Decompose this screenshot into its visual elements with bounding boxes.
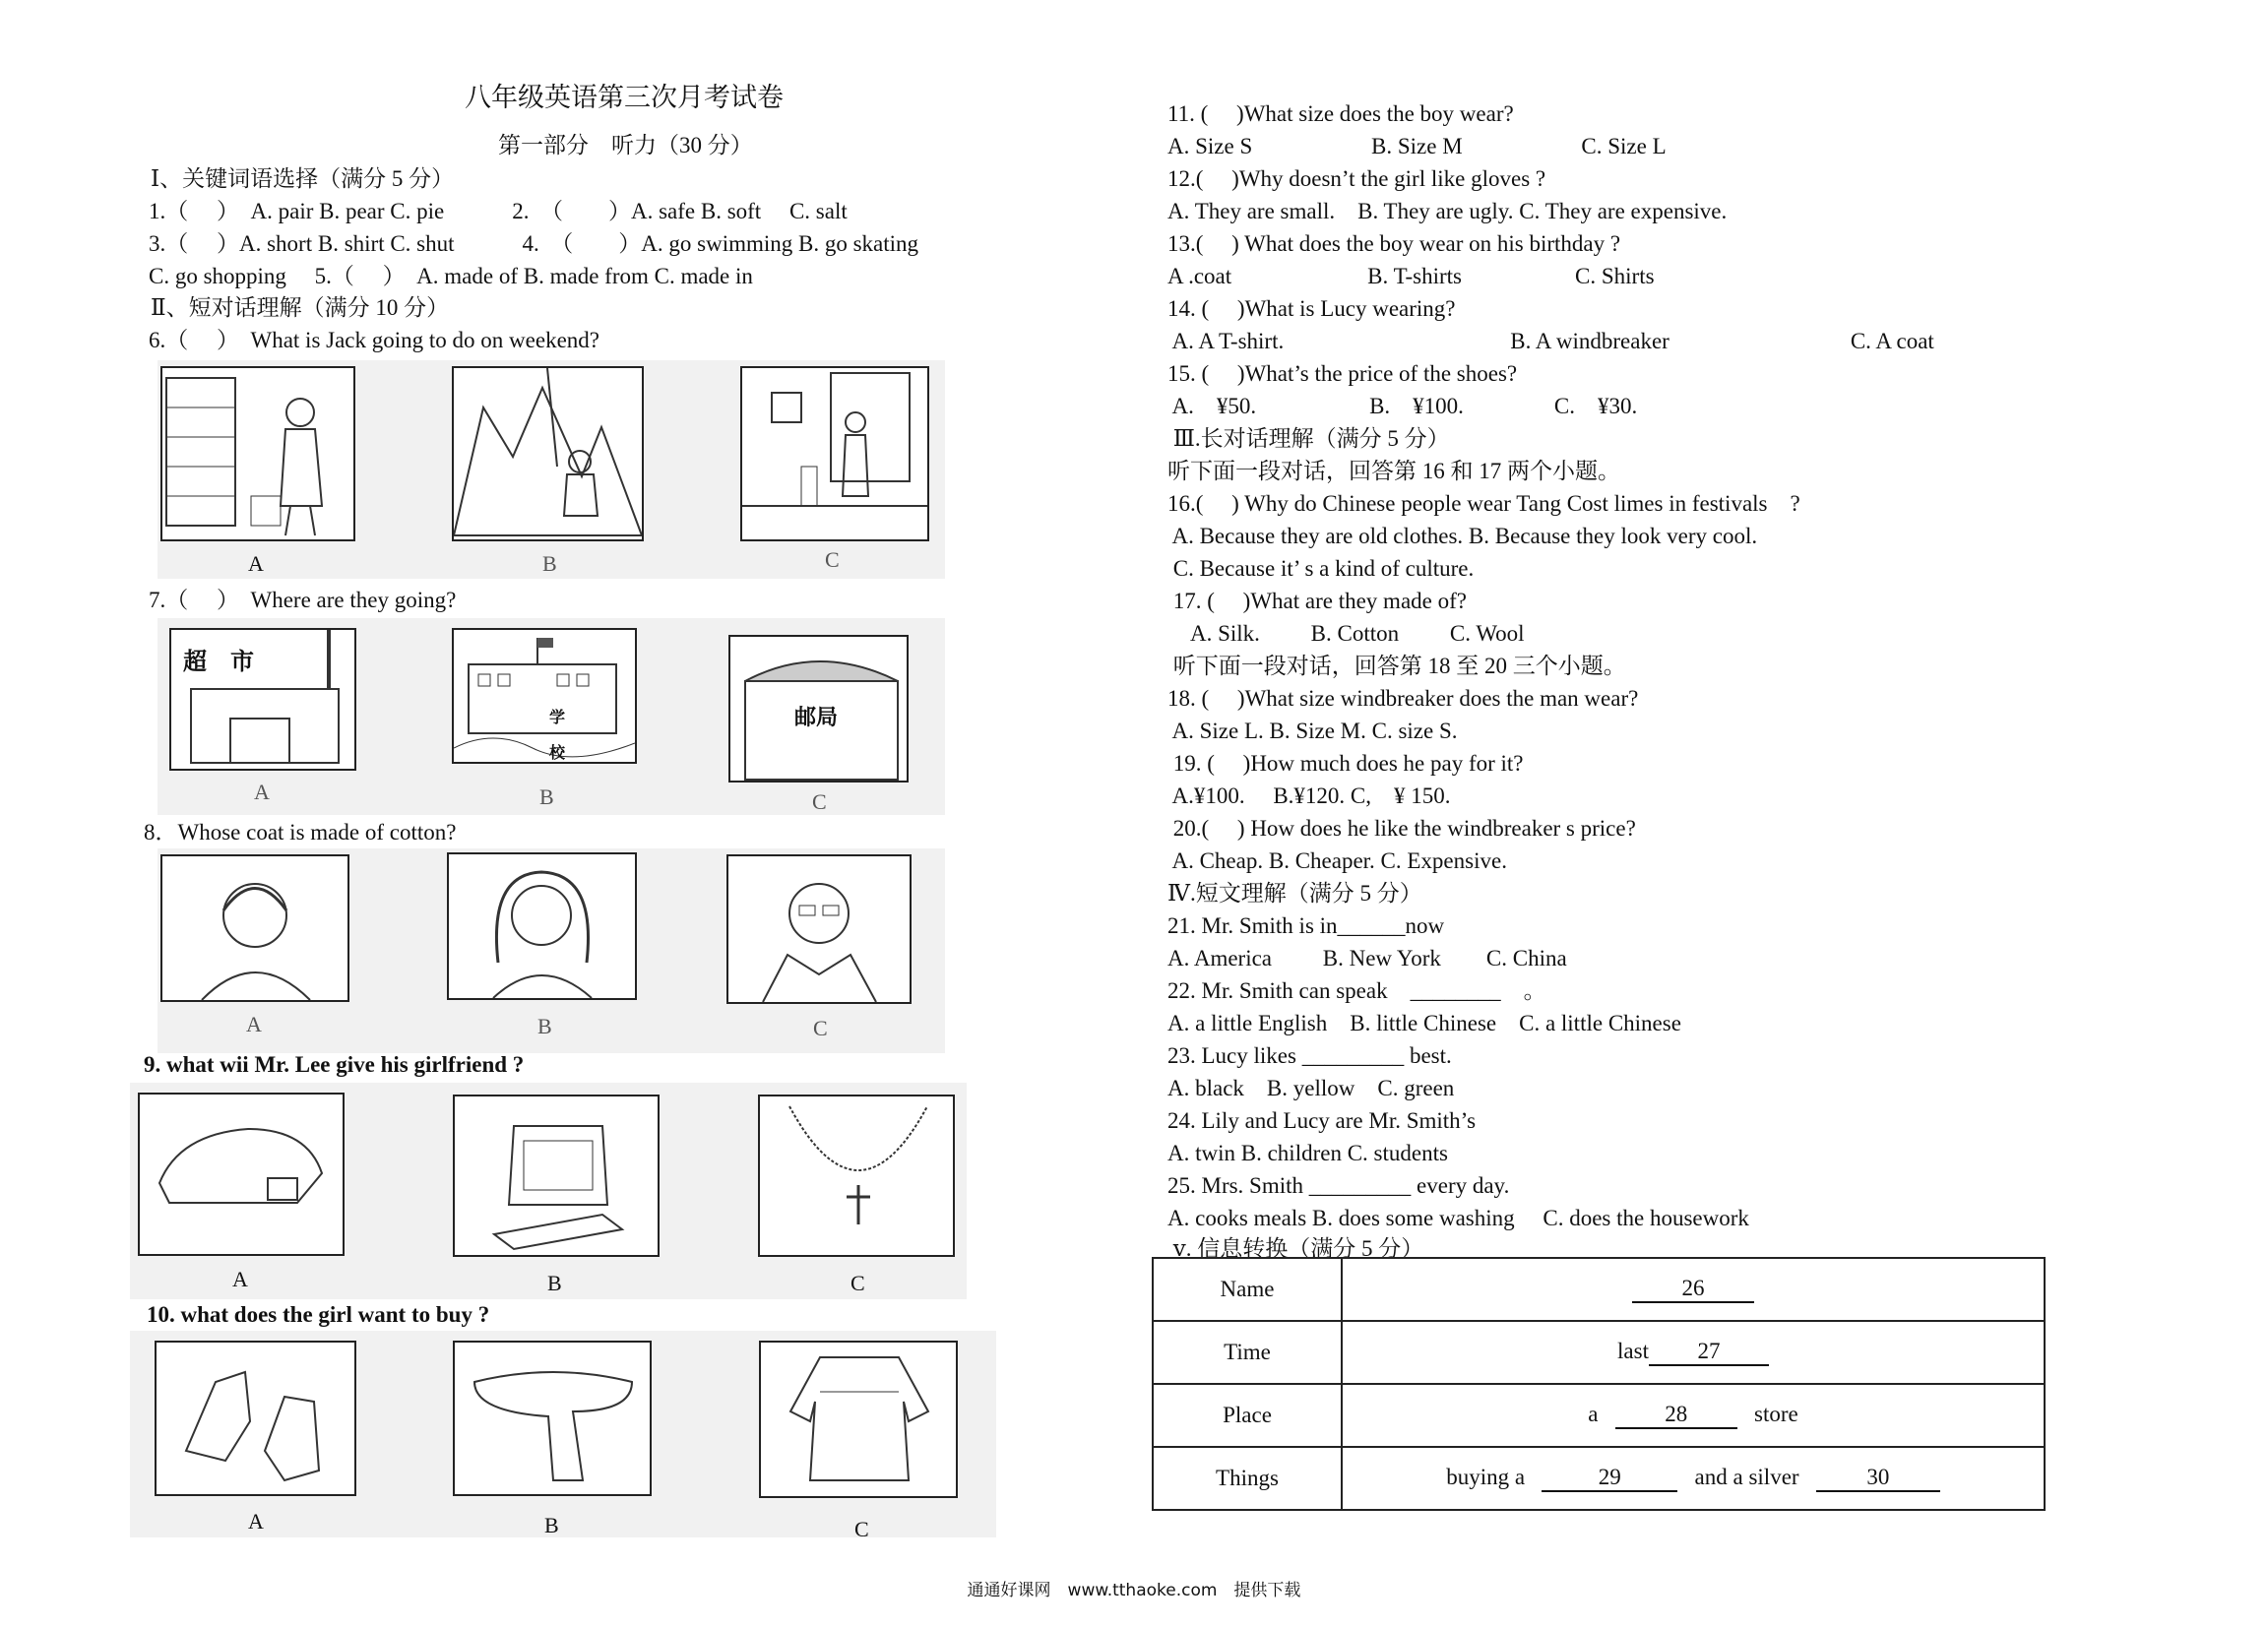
table-row (1153, 1321, 2045, 1384)
info-transfer-table (1152, 1257, 2046, 1511)
q10-label-c: C (854, 1517, 869, 1541)
answer-blank-29[interactable]: 29 (1542, 1465, 1677, 1492)
q8-label-a: A (246, 1012, 262, 1036)
q6-label-b: B (542, 551, 557, 576)
row-prefix: a (1588, 1402, 1599, 1426)
row-middle: and a silver (1694, 1465, 1799, 1489)
q9-label-a: A (232, 1267, 248, 1291)
right-question-line: A. America B. New York C. China (1167, 946, 1567, 971)
row-key: Place (1153, 1384, 1342, 1447)
row-value (1342, 1384, 2045, 1447)
q8-picture-a (160, 854, 349, 1002)
right-question-line: Ⅲ.长对话理解（满分 5 分） (1167, 426, 1450, 451)
right-question-line: ⅴ. 信息转换（满分 5 分） (1167, 1236, 1424, 1261)
table-row (1153, 1258, 2045, 1321)
right-question-line: 21. Mr. Smith is in______now (1167, 913, 1445, 938)
q6-line: 6.（ ） What is Jack going to do on weekend? (149, 328, 599, 352)
school-icon (454, 630, 635, 762)
q9-label-b: B (547, 1271, 562, 1295)
boy-icon (162, 856, 347, 1000)
q10-picture-a (155, 1341, 356, 1496)
right-question-line: 18. ( )What size windbreaker does the man wear? (1167, 686, 1639, 711)
q3-q4-line: 3.（ ）A. short B. shirt C. shut 4. （ ）A. go swimming B. go skating (149, 231, 919, 256)
right-question-line: A. black B. yellow C. green (1167, 1076, 1455, 1100)
right-question-line: A. cooks meals B. does some washing C. does the housework (1167, 1206, 1749, 1230)
girl-icon (449, 854, 635, 998)
q8-picture-b (447, 852, 637, 1000)
right-question-line: A. Silk. B. Cotton C. Wool (1167, 621, 1525, 646)
section-1-heading: Ⅰ、关键词语选择（满分 5 分） (151, 166, 455, 191)
right-question-line: 24. Lily and Lucy are Mr. Smith’s (1167, 1108, 1477, 1133)
right-question-line: 12.( )Why doesn’t the girl like gloves ? (1167, 166, 1546, 191)
right-question-line: A. Size L. B. Size M. C. size S. (1167, 719, 1458, 743)
q6-picture-a (160, 366, 355, 541)
supermarket-label: 超 市 (183, 648, 254, 675)
q6-picture-b (452, 366, 644, 541)
q7-picture-a (169, 628, 356, 771)
right-question-line: 23. Lucy likes _________ best. (1167, 1043, 1452, 1068)
row-prefix: last (1617, 1339, 1649, 1363)
footer-credit: 通通好课网 www.tthaoke.com 提供下载 (967, 1581, 1301, 1600)
answer-blank-28[interactable]: 28 (1615, 1402, 1737, 1429)
q10-label-b: B (544, 1513, 559, 1537)
q6-picture-c (740, 366, 929, 541)
row-value (1342, 1447, 2045, 1510)
right-question-line: 16.( ) Why do Chinese people wear Tang Cost limes in festivals ? (1167, 491, 1800, 516)
dress-icon (761, 1343, 956, 1496)
right-question-line: Ⅳ.短文理解（满分 5 分） (1167, 881, 1422, 906)
q9-line: 9. what wii Mr. Lee give his girlfriend ? (144, 1052, 525, 1077)
right-question-line: 25. Mrs. Smith _________ every day. (1167, 1173, 1510, 1198)
room-cleaning-icon (742, 368, 927, 539)
q7-picture-b (452, 628, 637, 764)
q10-label-a: A (248, 1509, 264, 1534)
part-one-heading: 第一部分 听力（30 分） (498, 133, 753, 157)
q7-label-b: B (539, 784, 554, 809)
cap-hat-icon (140, 1095, 343, 1254)
right-question-line: A .coat B. T-shirts C. Shirts (1167, 264, 1655, 288)
right-question-line: 11. ( )What size does the boy wear? (1167, 101, 1514, 126)
row-key: Time (1153, 1321, 1342, 1384)
row-prefix: buying a (1446, 1465, 1526, 1489)
q9-picture-a (138, 1093, 345, 1256)
q7-label-a: A (254, 780, 270, 804)
q10-picture-b (453, 1341, 652, 1496)
school-label-2: 校 (549, 743, 566, 762)
q4-q5-line: C. go shopping 5.（ ） A. made of B. made from C. made in (149, 264, 753, 288)
right-question-line: 13.( ) What does the boy wear on his birthday ? (1167, 231, 1621, 256)
answer-blank-30[interactable]: 30 (1816, 1465, 1940, 1492)
answer-blank-27[interactable]: 27 (1649, 1339, 1769, 1366)
q8-line: 8．Whose coat is made of cotton? (144, 820, 457, 845)
high-heel-shoes-icon (157, 1343, 354, 1494)
right-question-line: A. They are small. B. They are ugly. C. They are expensive. (1167, 199, 1728, 223)
row-key: Things (1153, 1447, 1342, 1510)
exam-title: 八年级英语第三次月考试卷 (465, 83, 784, 112)
necklace-icon (760, 1096, 953, 1255)
q8-label-c: C (813, 1016, 828, 1040)
row-value (1342, 1321, 2045, 1384)
right-question-line: 20.( ) How does he like the windbreaker s price? (1167, 816, 1636, 841)
row-suffix: store (1754, 1402, 1798, 1426)
answer-blank-26[interactable]: 26 (1632, 1276, 1754, 1303)
right-question-line: 22. Mr. Smith can speak ________ 。 (1167, 978, 1546, 1003)
computer-icon (455, 1096, 658, 1255)
q1-q2-line: 1.（ ） A. pair B. pear C. pie 2. （ ）A. safe B. soft C. salt (149, 199, 848, 223)
right-question-line: C. Because it’ s a kind of culture. (1167, 556, 1475, 581)
row-value (1342, 1258, 2045, 1321)
q7-picture-c (728, 635, 909, 783)
right-question-line: A. Cheap. B. Cheaper. C. Expensive. (1167, 848, 1507, 873)
q9-label-c: C (850, 1271, 865, 1295)
right-question-line: 17. ( )What are they made of? (1167, 589, 1467, 613)
right-question-line: A.¥100. B.¥120. C, ¥ 150. (1167, 783, 1451, 808)
row-key: Name (1153, 1258, 1342, 1321)
q8-label-b: B (537, 1014, 552, 1038)
right-question-line: A. twin B. children C. students (1167, 1141, 1448, 1165)
right-question-line: 听下面一段对话，回答第 16 和 17 两个小题。 (1167, 459, 1620, 483)
q7-line: 7.（ ） Where are they going? (149, 588, 457, 612)
q6-label-a: A (248, 551, 264, 576)
shop-shelves-icon (162, 368, 353, 539)
q10-picture-c (759, 1341, 958, 1498)
q8-picture-c (726, 854, 912, 1004)
right-question-line: 19. ( )How much does he pay for it? (1167, 751, 1524, 776)
q9-picture-b (453, 1095, 660, 1257)
q10-line: 10. what does the girl want to buy ? (147, 1302, 490, 1327)
right-question-line: A. Because they are old clothes. B. Because they look very cool. (1167, 524, 1758, 548)
post-office-label: 邮局 (794, 706, 839, 730)
table-row (1153, 1384, 2045, 1447)
school-label-1: 学 (549, 708, 566, 726)
right-question-line: 14. ( )What is Lucy wearing? (1167, 296, 1456, 321)
table-row (1153, 1447, 2045, 1510)
q6-label-c: C (825, 547, 840, 572)
q9-picture-c (758, 1095, 955, 1257)
right-question-line: A. ¥50. B. ¥100. C. ¥30. (1167, 394, 1638, 418)
q7-label-c: C (812, 789, 827, 814)
climbing-icon (454, 368, 642, 539)
man-with-glasses-icon (728, 856, 910, 1002)
scarf-icon (455, 1343, 650, 1494)
right-question-line: A. A T-shirt. B. A windbreaker C. A coat (1167, 329, 1934, 353)
section-2-heading: Ⅱ、短对话理解（满分 10 分） (151, 295, 450, 320)
right-question-line: 15. ( )What’s the price of the shoes? (1167, 361, 1518, 386)
right-question-line: A. a little English B. little Chinese C. a little Chinese (1167, 1011, 1681, 1035)
right-question-line: 听下面一段对话，回答第 18 至 20 三个小题。 (1167, 654, 1626, 678)
right-question-line: A. Size S B. Size M C. Size L (1167, 134, 1667, 158)
